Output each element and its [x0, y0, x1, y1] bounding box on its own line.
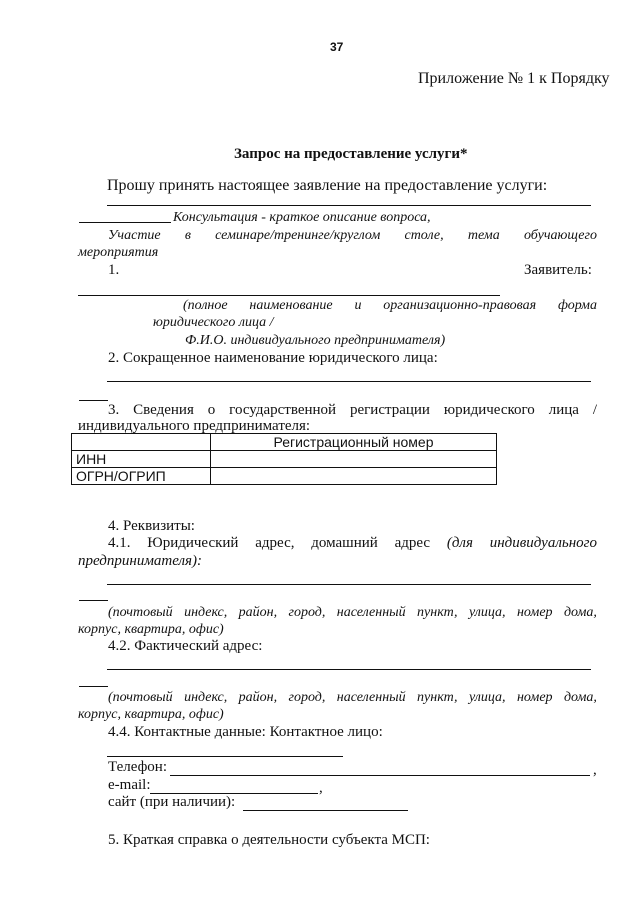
word: 4.1. [108, 535, 131, 551]
word: организационно-правовая [383, 298, 537, 313]
ogrn-value-cell[interactable] [211, 468, 497, 485]
word: район, [238, 690, 278, 705]
short-name-line[interactable] [107, 381, 591, 382]
legal-address-line[interactable] [107, 584, 591, 585]
applicant-hint-2: юридического лица / [153, 315, 274, 330]
consultation-text: Консультация - краткое описание вопроса, [173, 210, 431, 225]
applicant-line[interactable] [78, 295, 500, 296]
page-number: 37 [330, 40, 344, 54]
word: наименование [249, 298, 333, 313]
word: номер [516, 605, 553, 620]
item42-label: 4.2. Фактический адрес: [108, 638, 263, 654]
word: семинаре/тренинге/круглом [215, 228, 381, 243]
item1-number: 1. [108, 262, 120, 278]
word: Сведения [133, 402, 194, 418]
short-name-line-2[interactable] [79, 400, 108, 401]
item5-label: 5. Краткая справка о деятельности субъекта МСП: [108, 832, 430, 848]
table-row [72, 468, 497, 485]
email-comma: , [319, 780, 323, 796]
word: улица, [468, 605, 506, 620]
word: пункт, [417, 690, 458, 705]
word: юридического [443, 402, 535, 418]
intro-text: Прошу принять настоящее заявление на предоставление услуги: [107, 177, 548, 194]
applicant-label: Заявитель: [524, 262, 592, 278]
item4-label: 4. Реквизиты: [108, 518, 195, 534]
word: район, [238, 605, 278, 620]
address-hint-1 [108, 605, 597, 621]
table-row [72, 451, 497, 468]
applicant-hint [183, 298, 597, 314]
phone-comma: , [593, 762, 597, 778]
row-label-inn: ИНН [72, 451, 211, 468]
word: о [207, 402, 216, 418]
word: индивидуального [489, 535, 597, 551]
word: (почтовый [108, 605, 173, 620]
word: регистрации [349, 402, 430, 418]
actual-address-line[interactable] [107, 669, 591, 670]
word: адрес [394, 535, 431, 551]
word: адрес, [255, 535, 295, 551]
site-label: сайт (при наличии): [108, 794, 236, 810]
consultation-blank[interactable] [79, 222, 171, 223]
item3-line [108, 402, 597, 419]
word: Участие [108, 228, 161, 243]
word: лица [548, 402, 579, 418]
word: и [354, 298, 362, 313]
address-hint-2b: корпус, квартира, офис) [78, 707, 224, 722]
word: (почтовый [108, 690, 173, 705]
appendix-label: Приложение № 1 к Порядку [418, 70, 610, 87]
participation-line [108, 228, 597, 244]
email-label: e-mail: [108, 777, 151, 793]
word: город, [288, 690, 326, 705]
word: индекс, [184, 605, 228, 620]
item41-line [108, 535, 597, 552]
word: (полное [183, 298, 228, 313]
word: дома, [563, 690, 597, 705]
applicant-hint-3: Ф.И.О. индивидуального предпринимателя) [185, 333, 446, 348]
inn-value-cell[interactable] [211, 451, 497, 468]
word: обучающего [523, 228, 597, 243]
participation-end: мероприятия [78, 245, 159, 260]
word: номер [516, 690, 553, 705]
form-title: Запрос на предоставление услуги* [234, 146, 468, 162]
word: город, [288, 605, 326, 620]
word: населенный [336, 605, 406, 620]
word: форма [557, 298, 597, 313]
word: / [592, 402, 597, 418]
table-header: Регистрационный номер [211, 434, 497, 451]
word: населенный [336, 690, 406, 705]
word: пункт, [417, 605, 458, 620]
item2-label: 2. Сокращенное наименование юридического лица: [108, 350, 438, 366]
registration-table [71, 433, 497, 485]
address-hint-2 [108, 690, 597, 706]
service-line[interactable] [107, 205, 591, 206]
address-hint-1b: корпус, квартира, офис) [78, 622, 224, 637]
word: государственной [229, 402, 337, 418]
table-corner [72, 434, 211, 451]
word: 3. [108, 402, 120, 418]
word: в [184, 228, 191, 243]
item44-label: 4.4. Контактные данные: Контактное лицо: [108, 724, 383, 740]
contact-person-line[interactable] [107, 756, 343, 757]
word: Юридический [147, 535, 239, 551]
word: столе, [404, 228, 444, 243]
phone-label: Телефон: [108, 759, 167, 775]
word: улица, [468, 690, 506, 705]
item3-line-2: индивидуального предпринимателя: [78, 418, 311, 434]
legal-address-line-2[interactable] [79, 600, 108, 601]
actual-address-line-2[interactable] [79, 686, 108, 687]
word: индекс, [184, 690, 228, 705]
phone-line[interactable] [170, 775, 590, 776]
word: домашний [311, 535, 378, 551]
item41-line-2: предпринимателя): [78, 553, 203, 569]
word: дома, [563, 605, 597, 620]
word: тема [467, 228, 500, 243]
site-line[interactable] [243, 810, 408, 811]
word: (для [446, 535, 473, 551]
row-label-ogrn: ОГРН/ОГРИП [72, 468, 211, 485]
